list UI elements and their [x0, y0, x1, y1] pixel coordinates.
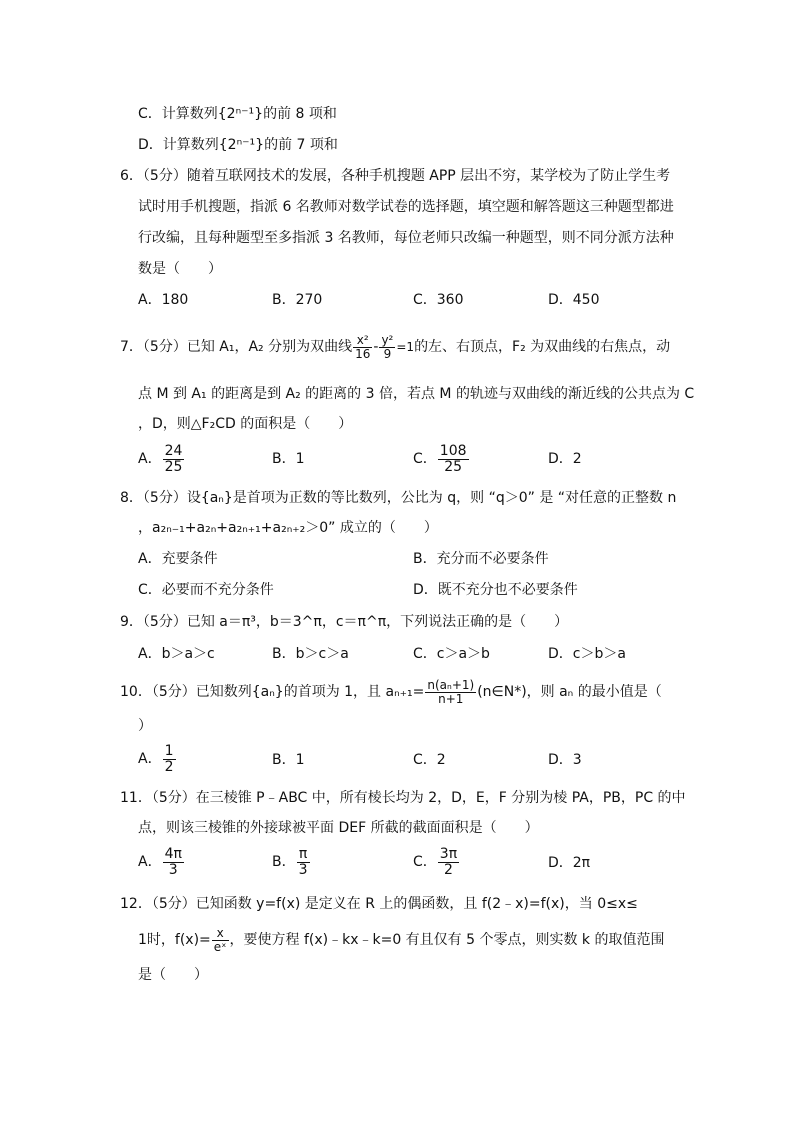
q7-option-a-num: 24 — [164, 442, 183, 459]
q6-line-2: 试时用手机搜题，指派 6 名教师对数学试卷的选择题，填空题和解答题这三种题型都进 — [138, 199, 674, 215]
q7-option-c-den: 25 — [444, 458, 463, 475]
q7-line-3: ，D，则△F₂CD 的面积是（ ） — [138, 416, 353, 432]
q10-line-2: ） — [138, 718, 152, 734]
q9-line-1: 9．（5分）已知 a＝π³，b＝3^π，c＝π^π，下列说法正确的是（ ） — [120, 614, 569, 630]
q7-option-a-frac — [163, 444, 185, 474]
q12-frac-den: eˣ — [213, 939, 227, 954]
q8-option-a: A．充要条件 — [138, 551, 218, 567]
q12-line-3: 是（ ） — [138, 967, 208, 983]
q10-option-a-num: 1 — [164, 742, 174, 759]
q11-option-a-label: A． — [138, 854, 162, 870]
q7-frac-y-den: 9 — [383, 346, 392, 361]
q11-option-c-label: C． — [413, 854, 437, 870]
q7-option-d: D．2 — [548, 451, 582, 467]
q7-option-a — [138, 442, 185, 476]
q7-prefix: 7．（5分）已知 A₁，A₂ 分别为双曲线 — [120, 339, 353, 355]
q11-option-c-frac — [438, 847, 459, 877]
q7-option-b: B．1 — [272, 451, 305, 467]
q10-option-d: D．3 — [548, 752, 582, 768]
q7-frac-y-num: y² — [381, 332, 394, 347]
q7-frac-x-den: 16 — [355, 346, 371, 361]
q8-line-2: ，a₂ₙ₋₁+a₂ₙ+a₂ₙ₊₁+a₂ₙ₊₂＞0” 成立的（ ） — [138, 520, 438, 536]
q7-line-1: 7．（5分）已知 A₁，A₂ 分别为双曲线 $\frac{\text{x²}}{16}$ - $\frac{\text{y²}}{9}$ =1的左、右顶点，F₂ 为双曲线的右焦点，动 — [120, 332, 671, 361]
q7-frac-x-num: x² — [353, 334, 372, 348]
q12-frac-num: x — [212, 927, 229, 941]
q10-frac — [425, 679, 476, 705]
q11-option-b-den: 3 — [298, 861, 308, 878]
q10-option-a-frac — [163, 744, 176, 774]
q8-option-d: D．既不充分也不必要条件 — [413, 582, 578, 598]
q10-option-a-den: 2 — [164, 758, 174, 775]
q12-line-1: 12．（5分）已知函数 y=f(x) 是定义在 R 上的偶函数，且 f(2﹣x)=f(x)，当 0≤x≤ — [120, 896, 638, 912]
q7-option-c-frac — [438, 444, 469, 474]
q8-line-1: 8．（5分）设{aₙ}是首项为正数的等比数列，公比为 q，则 “q＞0” 是 “对任意的正整数 n — [120, 490, 677, 506]
q12-l2-suffix: ，要使方程 f(x)﹣kx﹣k=0 有且仅有 5 个零点，则实数 k 的取值范围 — [229, 932, 665, 948]
q11-option-b-label: B． — [272, 854, 296, 870]
q10-frac-num: n(aₙ+1) — [427, 677, 475, 692]
q6-option-b: B．270 — [272, 292, 323, 308]
q8-option-b: B．充分而不必要条件 — [413, 551, 549, 567]
q7-frac-y — [379, 334, 395, 360]
q9-option-d: D．c＞b＞a — [548, 646, 626, 662]
q10-option-c: C．2 — [413, 752, 446, 768]
q7-option-c-num: 108 — [439, 442, 467, 459]
q10-option-b: B．1 — [272, 752, 305, 768]
q7-eq: =1 — [396, 340, 415, 354]
q12-line-2 — [138, 920, 665, 960]
q7-option-a-label: A． — [138, 451, 162, 467]
q11-option-b-frac — [297, 847, 310, 877]
q11-option-b — [272, 845, 311, 879]
q9-option-a: A．b＞a＞c — [138, 646, 215, 662]
q11-option-c-den: 2 — [443, 861, 453, 878]
q10-line-1 — [120, 672, 662, 712]
q6-line-3: 行改编，且每种题型至多指派 3 名教师，每位老师只改编一种题型，则不同分派方法种 — [138, 230, 674, 246]
q6-option-c: C．360 — [413, 292, 464, 308]
q7-option-a-den: 25 — [164, 458, 183, 475]
q10-suffix: (n∈N*)，则 aₙ 的最小值是（ — [477, 684, 662, 700]
q11-option-a-num: 4π — [164, 845, 182, 862]
q6-line-1: 6．（5分）随着互联网技术的发展，各种手机搜题 APP 层出不穷，某学校为了防止学生考 — [120, 168, 671, 184]
q11-option-b-num: π — [297, 847, 310, 863]
q7-option-c — [413, 442, 470, 476]
q11-line-2: 点，则该三棱锥的外接球被平面 DEF 所截的截面面积是（ ） — [138, 820, 539, 836]
q8-option-c: C．必要而不充分条件 — [138, 582, 274, 598]
q5-option-d: D．计算数列{2ⁿ⁻¹}的前 7 项和 — [138, 137, 338, 153]
q12-l2-prefix: 1时，f(x)= — [138, 932, 211, 948]
q9-option-b: B．b＞c＞a — [272, 646, 349, 662]
q11-option-a — [138, 845, 185, 879]
q7-line-2: 点 M 到 A₁ 的距离是到 A₂ 的距离的 3 倍，若点 M 的轨迹与双曲线的渐近线的公共点为 C — [138, 386, 695, 402]
q11-line-1: 11．（5分）在三棱锥 P﹣ABC 中，所有棱长均为 2，D，E，F 分别为棱 PA，PB，PC 的中 — [120, 790, 686, 806]
q10-option-a — [138, 742, 177, 776]
q11-option-d: D．2π — [548, 855, 591, 871]
q10-option-a-label: A． — [138, 751, 162, 767]
q9-option-c: C．c＞a＞b — [413, 646, 490, 662]
q11-option-c — [413, 845, 460, 879]
q7-option-c-label: C． — [413, 451, 437, 467]
q7-suffix: 的左、右顶点，F₂ 为双曲线的右焦点，动 — [414, 339, 671, 355]
q5-option-c: C．计算数列{2ⁿ⁻¹}的前 8 项和 — [138, 106, 337, 122]
q6-option-d: D．450 — [548, 292, 600, 308]
q11-option-c-num: 3π — [439, 845, 458, 862]
q11-option-a-den: 3 — [168, 861, 178, 878]
q11-option-a-frac — [163, 847, 184, 877]
q6-option-a: A．180 — [138, 292, 189, 308]
q10-frac-den: n+1 — [438, 691, 464, 706]
q10-prefix: 10．（5分）已知数列{aₙ}的首项为 1，且 aₙ₊₁= — [120, 684, 425, 700]
q7-frac-x — [353, 334, 372, 360]
q12-frac — [212, 927, 229, 953]
q6-line-4: 数是（ ） — [138, 261, 222, 277]
